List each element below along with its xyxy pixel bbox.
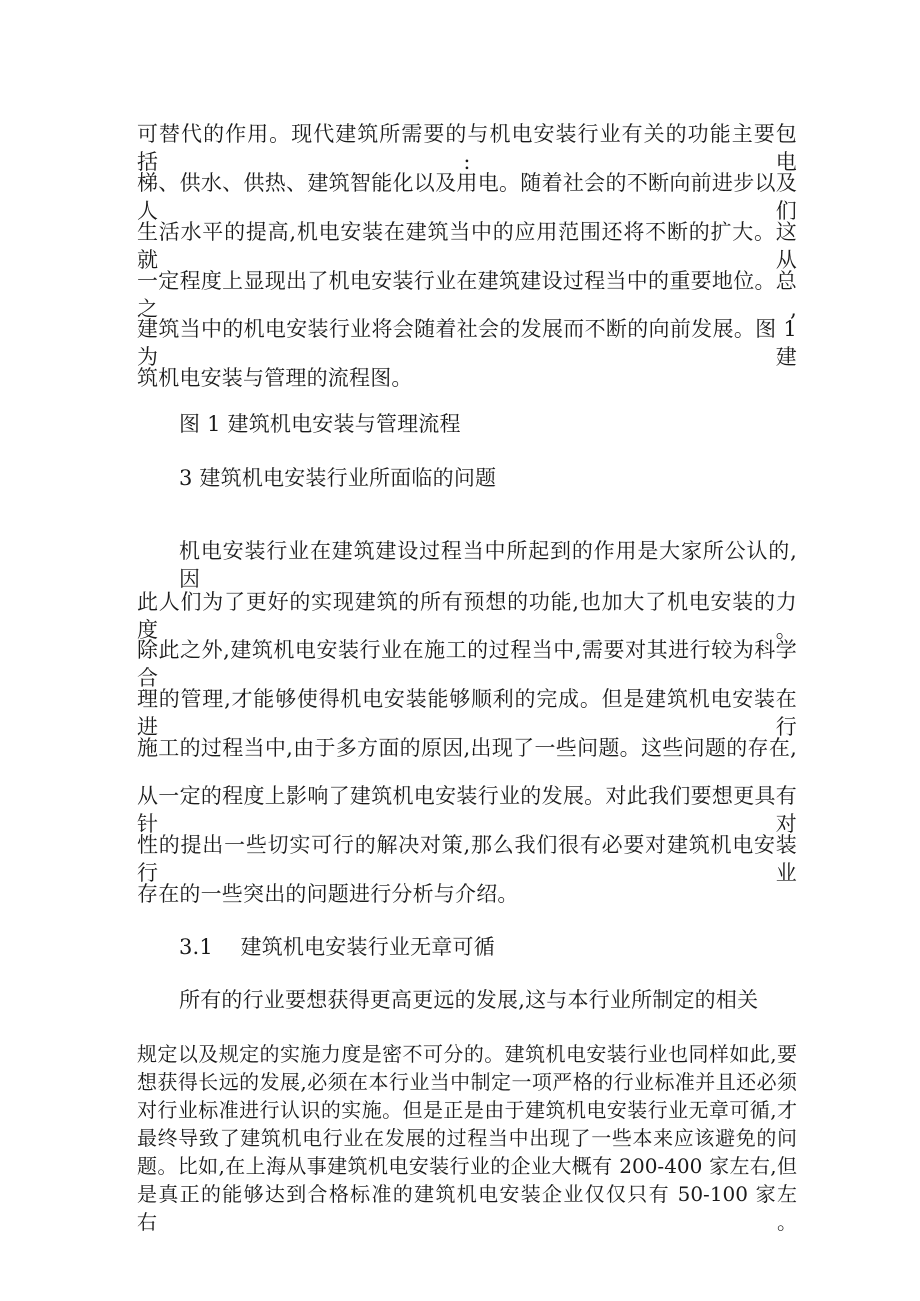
paragraph-line: 梯、供水、供热、建筑智能化以及用电。随着社会的不断向前进步以及人们 — [137, 171, 797, 223]
paragraph-line: 是真正的能够达到合格标准的建筑机电安装企业仅仅只有 50-100 家左右。 — [137, 1182, 797, 1234]
paragraph-line: 存在的一些突出的问题进行分析与介绍。 — [137, 882, 519, 906]
paragraph-line: 从一定的程度上影响了建筑机电安装行业的发展。对此我们要想更具有针对 — [137, 784, 797, 836]
section-heading: 3 建筑机电安装行业所面临的问题 — [179, 466, 497, 490]
paragraph-line: 想获得长远的发展,必须在本行业当中制定一项严格的行业标准并且还必须 — [137, 1070, 797, 1094]
paragraph-line: 生活水平的提高,机电安装在建筑当中的应用范围还将不断的扩大。这就从 — [137, 220, 797, 272]
subsection-heading: 3.1 建筑机电安装行业无章可循 — [179, 935, 495, 959]
paragraph-line: 施工的过程当中,由于多方面的原因,出现了一些问题。这些问题的存在, — [137, 736, 797, 760]
figure-caption: 图 1 建筑机电安装与管理流程 — [179, 412, 461, 436]
paragraph-line: 所有的行业要想获得更高更远的发展,这与本行业所制定的相关 — [179, 988, 759, 1012]
paragraph-line: 最终导致了建筑机电行业在发展的过程当中出现了一些本来应该避免的问 — [137, 1126, 797, 1150]
paragraph-line: 此人们为了更好的实现建筑的所有预想的功能,也加大了机电安装的力度。 — [137, 590, 797, 642]
paragraph-line: 一定程度上显现出了机电安装行业在建筑建设过程当中的重要地位。总之, — [137, 269, 797, 321]
paragraph-line: 对行业标准进行认识的实施。但是正是由于建筑机电安装行业无章可循,才 — [137, 1098, 797, 1122]
paragraph-line: 除此之外,建筑机电安装行业在施工的过程当中,需要对其进行较为科学合 — [137, 638, 797, 690]
paragraph-line: 理的管理,才能够使得机电安装能够顺利的完成。但是建筑机电安装在进行 — [137, 687, 797, 739]
paragraph-line: 建筑当中的机电安装行业将会随着社会的发展而不断的向前发展。图 1 为建 — [137, 317, 797, 369]
paragraph-line: 性的提出一些切实可行的解决对策,那么我们很有必要对建筑机电安装行业 — [137, 833, 797, 885]
paragraph-line: 可替代的作用。现代建筑所需要的与机电安装行业有关的功能主要包括:电 — [137, 122, 797, 174]
paragraph-line: 筑机电安装与管理的流程图。 — [137, 366, 413, 390]
paragraph-line: 题。比如,在上海从事建筑机电安装行业的企业大概有 200-400 家左右,但 — [137, 1154, 797, 1178]
paragraph-line: 机电安装行业在建筑建设过程当中所起到的作用是大家所公认的,因 — [179, 539, 797, 591]
paragraph-line: 规定以及规定的实施力度是密不可分的。建筑机电安装行业也同样如此,要 — [137, 1042, 797, 1066]
